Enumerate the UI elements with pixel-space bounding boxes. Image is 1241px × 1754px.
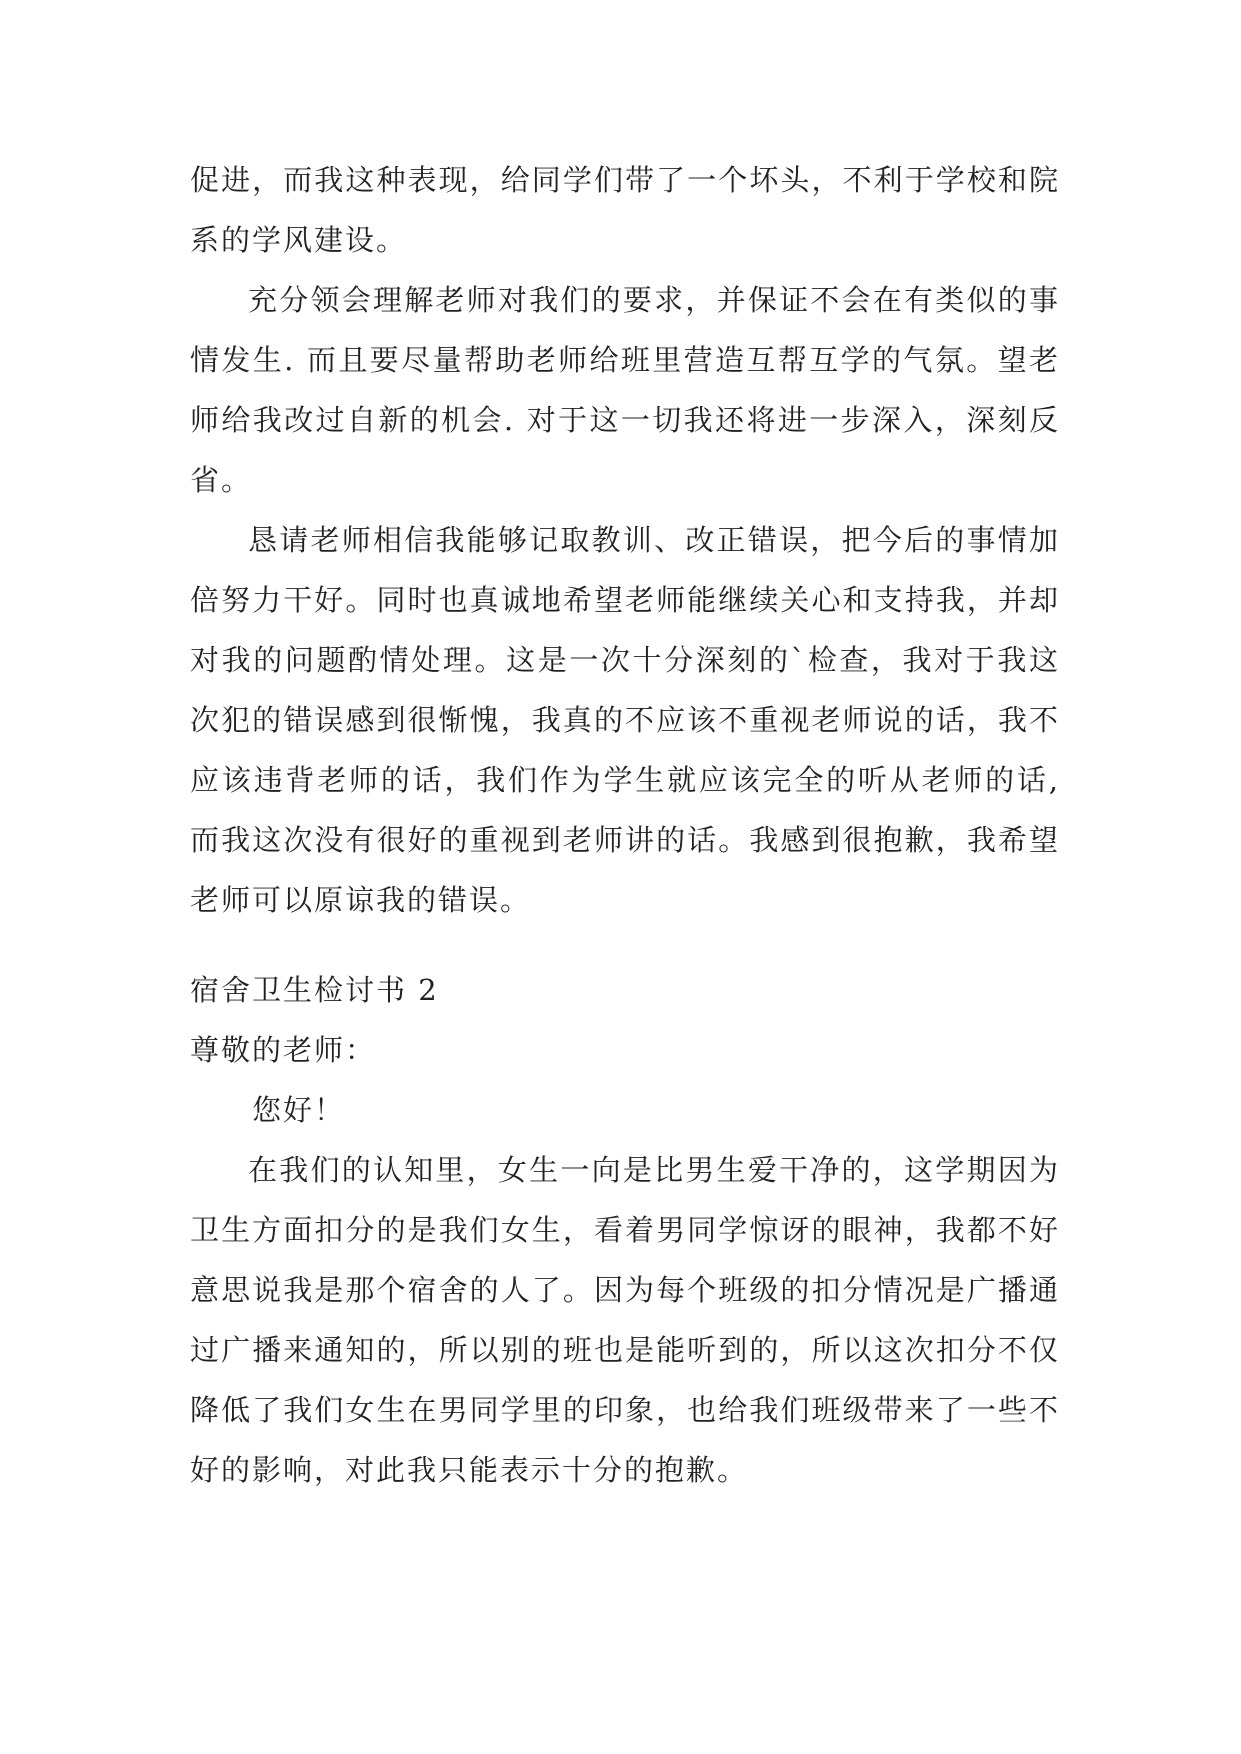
paragraph-dormitory: 在我们的认知里，女生一向是比男生爱干净的，这学期因为卫生方面扣分的是我们女生，看着男同学惊讶的眼神，我都不好意思说我是那个宿舍的人了。因为每个班级的扣分情况是广播通过广播来通知的，所以别的班也是能听到的，所以这次扣分不仅降低了我们女生在男同学里的印象，也给我们班级带来了一些不好的影响，对此我只能表示十分的抱歉。	[190, 1153, 1060, 1487]
document-body-bottom	[190, 960, 1060, 1500]
paragraph-apology: 恳请老师相信我能够记取教训、改正错误，把今后的事情加倍努力干好。同时也真诚地希望老师能继续关心和支持我，并却对我的问题酌情处理。这是一次十分深刻的`检查，我对于我这次犯的错误感到很惭愧，我真的不应该不重视老师说的话，我不应该违背老师的话，我们作为学生就应该完全的听从老师的话,而我这次没有很好的重视到老师讲的话。我感到很抱歉，我希望老师可以原谅我的错误。	[190, 523, 1060, 917]
section-title: 宿舍卫生检讨书 2	[190, 973, 439, 1007]
paragraph-promise: 充分领会理解老师对我们的要求，并保证不会在有类似的事情发生. 而且要尽量帮助老师给班里营造互帮互学的气氛。望老师给我改过自新的机会. 对于这一切我还将进一步深入，深刻反省。	[190, 283, 1060, 497]
salutation: 尊敬的老师：	[190, 1033, 377, 1067]
greeting: 您好！	[252, 1093, 346, 1127]
document-body-top	[190, 150, 1060, 930]
paragraph-continuation: 促进，而我这种表现，给同学们带了一个坏头，不利于学校和院系的学风建设。	[190, 163, 1060, 257]
